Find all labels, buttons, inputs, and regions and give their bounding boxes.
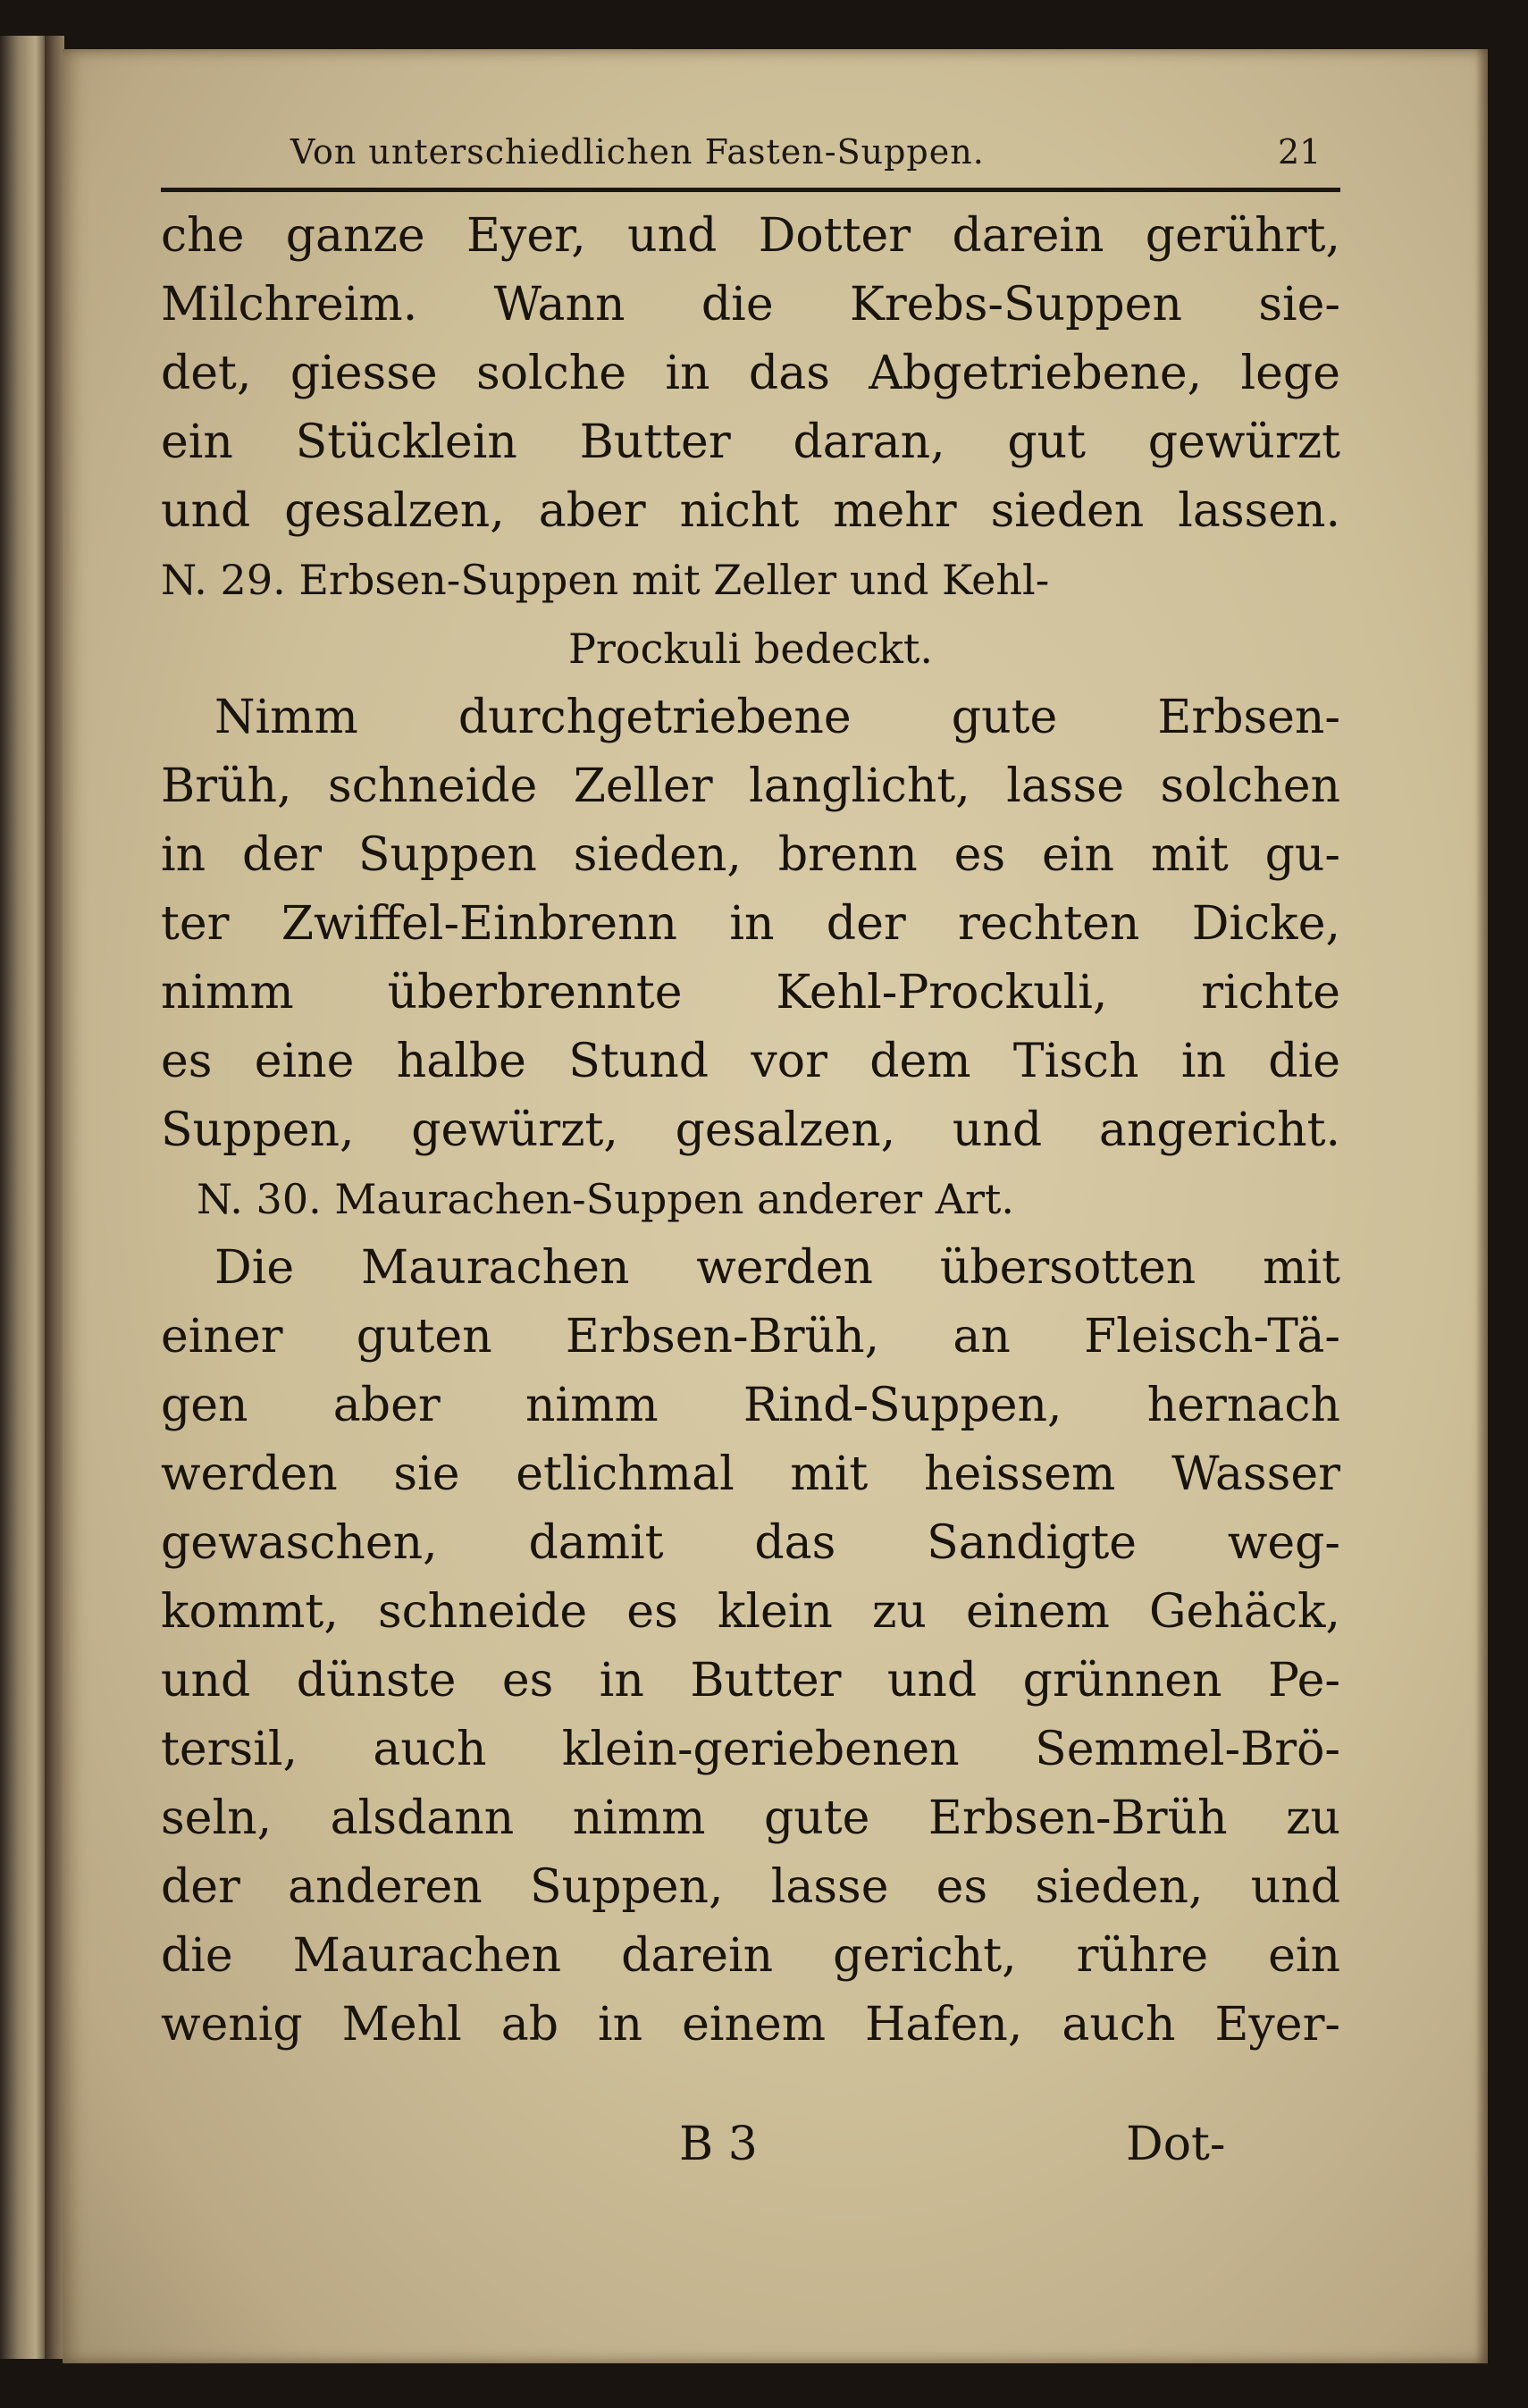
body-line: det, giesse solche in das Abgetriebene, lege [161,347,1340,400]
recipe-29-line: nimm überbrennte Kehl-Prockuli, richte [161,966,1340,1019]
recipe-29-line: Nimm durchgetriebene gute Erbsen- [214,691,1340,744]
recipe-30-line: die Maurachen darein gericht, rühre ein [161,1929,1340,1983]
page-body [161,202,1340,2060]
previous-page-edge [0,36,45,2359]
recipe-30-line: Die Maurachen werden übersotten mit [214,1241,1340,1295]
recipe-29-line: es eine halbe Stund vor dem Tisch in die [161,1035,1340,1088]
signature-mark: B 3 [679,2118,758,2171]
page-right-edge [1475,49,1488,2363]
recipe-30-line: einer guten Erbsen-Brüh, an Fleisch-Tä- [161,1310,1340,1363]
recipe-29-title: N. 29. Erbsen-Suppen mit Zeller und Kehl- [161,556,1050,604]
running-head: Von unterschiedlichen Fasten-Suppen. [290,132,985,172]
recipe-30-line: kommt, schneide es klein zu einem Gehäck, [161,1585,1340,1639]
recipe-30-line: der anderen Suppen, lasse es sieden, und [161,1860,1340,1914]
recipe-29-line: Suppen, gewürzt, gesalzen, und angericht. [161,1103,1340,1157]
recipe-30-line: seln, alsdann nimm gute Erbsen-Brüh zu [161,1791,1340,1845]
recipe-30-line: tersil, auch klein-geriebenen Semmel-Brö- [161,1723,1340,1776]
body-line: und gesalzen, aber nicht mehr sieden lassen. [161,484,1340,538]
header-rule [161,188,1340,192]
recipe-30-line: gewaschen, damit das Sandigte weg- [161,1516,1340,1570]
recipe-29-line: Brüh, schneide Zeller langlicht, lasse solchen [161,759,1340,813]
recipe-29-line: ter Zwiffel-Einbrenn in der rechten Dicke, [161,897,1340,951]
recipe-30-line: gen aber nimm Rind-Suppen, hernach [161,1379,1340,1432]
recipe-29-title-cont: Prockuli bedeckt. [567,625,934,673]
recipe-30-line: wenig Mehl ab in einem Hafen, auch Eyer- [161,1998,1340,2051]
body-line: Milchreim. Wann die Krebs-Suppen sie- [161,278,1340,331]
recipe-30-line: und dünste es in Butter und grünnen Pe- [161,1654,1340,1707]
recipe-29-line: in der Suppen sieden, brenn es ein mit gu- [161,828,1340,882]
catchword: Dot- [1126,2118,1226,2171]
recipe-30-title: N. 30. Maurachen-Suppen anderer Art. [197,1175,1015,1223]
body-line: ein Stücklein Butter daran, gut gewürzt [161,415,1340,469]
book-gutter [45,36,64,2359]
page-number: 21 [1278,132,1322,172]
recipe-30-line: werden sie etlichmal mit heissem Wasser [161,1447,1340,1501]
body-line: che ganze Eyer, und Dotter darein gerührt, [161,209,1340,263]
